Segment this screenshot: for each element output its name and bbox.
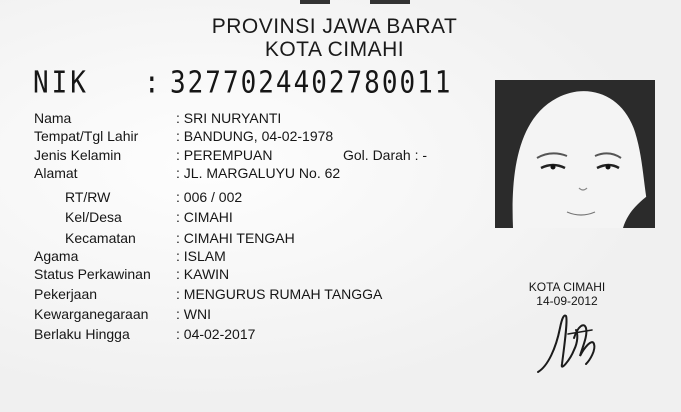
field-value: : JL. MARGALUYU No. 62 — [176, 165, 341, 181]
portrait-image — [495, 80, 655, 228]
field-label: Alamat — [34, 165, 78, 181]
field-value: : 006 / 002 — [176, 189, 243, 205]
field-label: RT/RW — [65, 189, 111, 205]
field-label: Status Perkawinan — [34, 266, 151, 282]
nik-colon: : — [144, 66, 160, 101]
city-title: KOTA CIMAHI — [264, 38, 405, 61]
id-photo — [495, 80, 655, 228]
field-label: Nama — [34, 110, 72, 126]
field-label: Kel/Desa — [65, 209, 122, 225]
field-value: : BANDUNG, 04-02-1978 — [176, 128, 334, 144]
top-edge-mark — [300, 0, 420, 6]
field-value: : WNI — [176, 306, 211, 322]
field-value: : PEREMPUAN — [176, 147, 273, 163]
field-label: Jenis Kelamin — [34, 147, 122, 163]
field-value: : 04-02-2017 — [176, 326, 256, 342]
gol-darah: Gol. Darah : - — [343, 147, 428, 163]
issue-city: KOTA CIMAHI — [528, 280, 606, 294]
province-title: PROVINSI JAWA BARAT — [211, 15, 458, 38]
nik-value: 3277024402780011 — [170, 66, 453, 101]
field-value: : CIMAHI — [176, 209, 233, 225]
field-value: : CIMAHI TENGAH — [176, 230, 295, 246]
field-label: Kecamatan — [65, 230, 136, 246]
nik-label: NIK — [33, 66, 89, 101]
field-label: Kewarganegaraan — [34, 306, 149, 322]
field-label: Agama — [34, 248, 79, 264]
field-label: Berlaku Hingga — [34, 326, 130, 342]
field-label: Tempat/Tgl Lahir — [34, 128, 139, 144]
field-value: : KAWIN — [176, 266, 230, 282]
field-value: : ISLAM — [176, 248, 226, 264]
field-value: : SRI NURYANTI — [176, 110, 282, 126]
signature-mark — [530, 308, 610, 380]
issue-date: 14-09-2012 — [536, 294, 598, 308]
field-value: : MENGURUS RUMAH TANGGA — [176, 286, 383, 302]
field-label: Pekerjaan — [34, 286, 98, 302]
